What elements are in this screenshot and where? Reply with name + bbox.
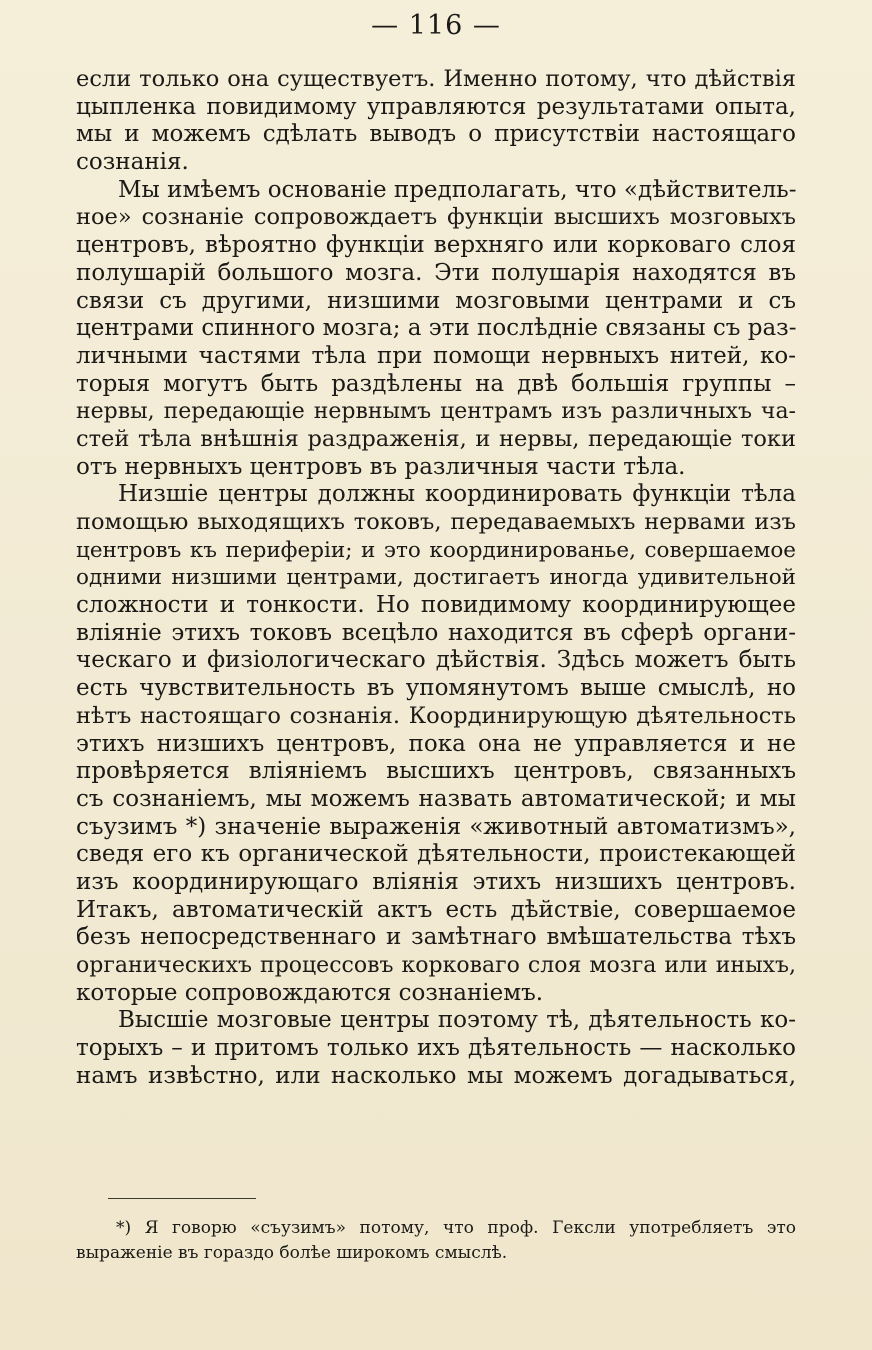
text-line: связи съ другими, низшими мозговыми центрами и съ [76,287,796,314]
text-line: нѣтъ настоящаго сознанія. Координирующую дѣятельность [76,702,796,729]
text-line: ное» сознаніе сопровождаетъ функціи высшихъ мозговыхъ [76,204,796,231]
text-line: безъ непосредственнаго и замѣтнаго вмѣшательства тѣхъ [76,924,796,951]
page-number: — 116 — [371,10,501,41]
text-line: органическихъ процессовъ корковаго слоя мозга или иныхъ, [76,953,796,978]
text-line: центрами спинного мозга; а эти послѣдніе связаны съ раз- [76,315,797,342]
text-line: стей тѣла внѣшнія раздраженія, и нервы, передающіе токи [76,425,796,452]
footnote-line: *) Я говорю «съузимъ» потому, что проф. Гексли употребляетъ это [116,1218,796,1238]
text-line: съ сознаніемъ, мы можемъ назвать автоматической; и мы [76,785,796,812]
text-line: Низшіе центры должны координировать функціи тѣла [118,481,796,508]
text-line: провѣряется вліяніемъ высшихъ центровъ, связанныхъ [76,758,796,785]
text-line: если только она существуетъ. Именно потому, что дѣйствія [76,66,796,92]
text-line: этихъ низшихъ центровъ, пока она не управляется и не [76,730,796,757]
text-line: торыхъ – и притомъ только ихъ дѣятельность — насколько [76,1035,796,1062]
footnote [76,1216,796,1266]
text-line: вліяніе этихъ токовъ всецѣло находится въ сферѣ органи- [76,619,796,646]
footnote-divider [108,1198,256,1199]
text-line: ческаго и физіологическаго дѣйствія. Здѣсь можетъ быть [76,647,796,674]
text-line: торыя могутъ быть раздѣлены на двѣ большія группы – [76,370,796,397]
text-line: которые сопровождаются сознаніемъ. [76,979,544,1006]
body-text [76,66,796,1090]
text-line: цыпленка повидимому управляются результатами опыта, [76,93,796,120]
text-line: отъ нервныхъ центровъ въ различныя части тѣла. [76,453,686,480]
text-line: личными частями тѣла при помощи нервныхъ нитей, ко- [76,342,796,369]
text-line: съузимъ *) значеніе выраженія «животный автоматизмъ», [76,813,796,840]
text-line: мы и можемъ сдѣлать выводъ о присутствіи настоящаго [76,121,796,148]
text-line: Мы имѣемъ основаніе предполагать, что «дѣйствитель- [118,176,797,203]
text-line: центровъ къ периферіи; и это координированье, совершаемое [76,537,796,563]
text-line: центровъ, вѣроятно функціи верхняго или корковаго слоя [76,232,796,259]
text-line: Итакъ, автоматическій актъ есть дѣйствіе, совершаемое [76,896,796,923]
text-line: сложности и тонкости. Но повидимому координирующее [76,592,796,619]
text-line: сознанія. [76,149,189,176]
text-line: намъ извѣстно, или насколько мы можемъ догадываться, [76,1062,796,1089]
text-line: изъ координирующаго вліянія этихъ низшихъ центровъ. [76,868,796,895]
text-line: нервы, передающіе нервнымъ центрамъ изъ различныхъ ча- [76,399,796,425]
text-line: сведя его къ органической дѣятельности, проистекающей [76,841,796,868]
text-line: одними низшими центрами, достигаетъ иногда удивительной [76,565,796,591]
text-line: есть чувствительность въ упомянутомъ выше смыслѣ, но [76,675,796,702]
footnote-line: выраженіе въ гораздо болѣе широкомъ смыслѣ. [76,1243,508,1263]
text-line: помощью выходящихъ токовъ, передаваемыхъ нервами изъ [76,509,796,535]
text-line: Высшіе мозговые центры поэтому тѣ, дѣятельность ко- [118,1007,796,1034]
text-line: полушарій большого мозга. Эти полушарія находятся въ [76,259,796,286]
